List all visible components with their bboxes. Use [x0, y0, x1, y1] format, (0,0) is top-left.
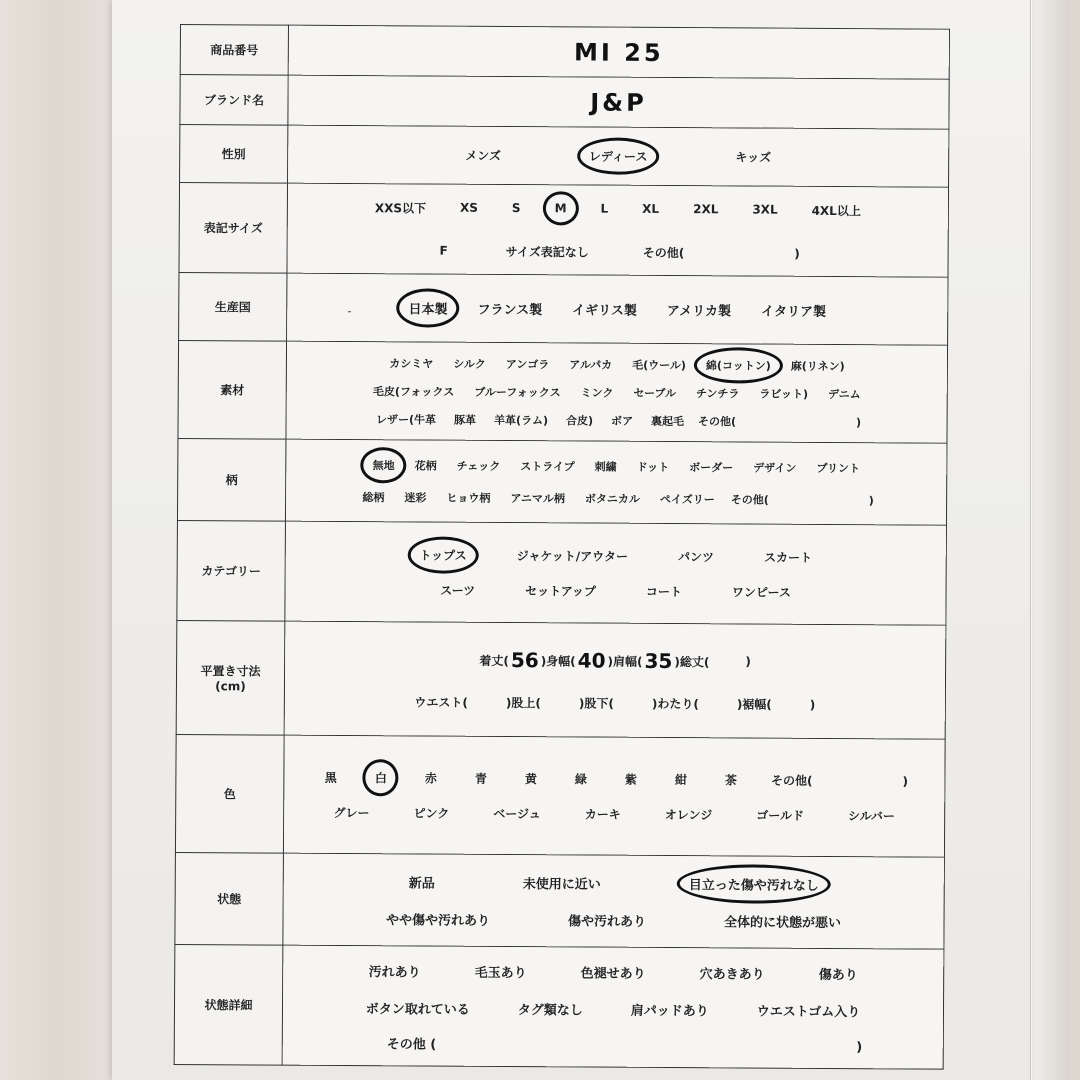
- measure-close: ): [809, 697, 816, 712]
- handwritten-brand: J&P: [590, 88, 647, 117]
- option-size: XL: [642, 201, 660, 216]
- option-condition: やや傷や汚れあり: [385, 912, 491, 929]
- option-origin-selected: 日本製: [404, 296, 451, 319]
- measure-inseam: )股下(: [578, 696, 614, 711]
- option-condition: 全体的に状態が悪い: [723, 914, 842, 931]
- option-origin: アメリカ製: [666, 303, 732, 320]
- row-measurements: [176, 620, 946, 739]
- option-size: 4XL以上: [811, 203, 861, 218]
- value-condition-detail: [282, 945, 944, 1069]
- measure-sleeve-label: )総丈(: [674, 654, 710, 669]
- option-material: デニム: [827, 387, 861, 401]
- option-condition-detail: 傷あり: [818, 967, 858, 984]
- option-material: ブルーフォックス: [474, 385, 561, 399]
- row-brand: [180, 75, 949, 130]
- label-material: 素材: [178, 340, 287, 439]
- value-category: [285, 521, 947, 625]
- origin-dash: -: [347, 304, 352, 319]
- option-color: ベージュ: [493, 806, 541, 821]
- measure-shoulder-label: )肩幅(: [607, 654, 643, 669]
- option-color: 青: [474, 771, 487, 786]
- option-color-other: その他( ): [770, 773, 908, 788]
- option-material: 毛皮(フォックス: [372, 384, 455, 399]
- row-size: [179, 183, 949, 278]
- option-pattern: ストライプ: [520, 459, 575, 473]
- option-pattern: ボーダー: [689, 460, 734, 474]
- value-measurements: [284, 621, 946, 739]
- measure-hem: )裾幅(: [736, 697, 772, 712]
- option-gender: キッズ: [735, 150, 772, 165]
- option-material: 豚革: [454, 413, 477, 427]
- option-material: 毛(ウール): [632, 358, 686, 372]
- option-color: 紺: [674, 772, 687, 787]
- option-condition-detail: 汚れあり: [368, 965, 421, 981]
- option-color: 赤: [424, 771, 437, 786]
- label-gender: 性別: [180, 125, 288, 184]
- option-pattern: プリント: [816, 461, 861, 475]
- label-color: 色: [175, 734, 284, 853]
- label-condition: 状態: [175, 852, 284, 945]
- option-pattern: チェック: [456, 459, 501, 473]
- option-color: シルバー: [847, 808, 895, 823]
- handwritten-shoulder: 35: [644, 648, 673, 674]
- value-pattern: [285, 439, 946, 525]
- option-color-selected: 白: [371, 767, 391, 788]
- plastic-sleeve-edge: [1030, 0, 1069, 1080]
- measure-thigh: )わたり(: [651, 696, 699, 712]
- option-size: F: [439, 243, 448, 258]
- label-pattern: 柄: [177, 438, 285, 521]
- option-pattern: 迷彩: [404, 490, 427, 505]
- option-pattern: ヒョウ柄: [446, 491, 491, 505]
- option-pattern: ボタニカル: [584, 491, 640, 506]
- label-measurements: [176, 620, 285, 735]
- option-size: XXS以下: [374, 200, 427, 216]
- option-condition-detail: 穴あきあり: [699, 967, 765, 983]
- option-material: 裏起毛: [651, 414, 685, 428]
- option-pattern: ドット: [636, 460, 670, 474]
- option-category: ワンピース: [731, 584, 791, 600]
- option-condition-detail: ウエストゴム入り: [756, 1004, 861, 1021]
- value-condition: [283, 853, 945, 949]
- option-size-other: その他( ): [642, 245, 800, 261]
- measure-rise: )股上(: [505, 696, 541, 711]
- option-material: ボア: [611, 414, 634, 428]
- option-material: ミンク: [580, 385, 614, 400]
- option-gender-selected: レディース: [585, 145, 652, 166]
- option-gender: メンズ: [465, 148, 501, 163]
- option-origin: イギリス製: [572, 303, 637, 319]
- option-color: グレー: [333, 805, 370, 820]
- option-condition-detail: 毛玉あり: [474, 965, 527, 982]
- label-product-number: 商品番号: [180, 25, 288, 76]
- option-material: カシミヤ: [389, 356, 434, 371]
- option-condition-detail: ボタン取れている: [365, 1002, 470, 1018]
- option-color: 紫: [624, 772, 637, 787]
- option-color: 緑: [574, 771, 587, 786]
- option-material: チンチラ: [695, 386, 740, 400]
- row-material: [178, 340, 948, 443]
- option-material: アルパカ: [569, 357, 613, 372]
- label-category: カテゴリー: [177, 520, 286, 621]
- option-color: ゴールド: [756, 808, 805, 823]
- value-origin: [287, 273, 948, 345]
- value-material: [286, 341, 948, 443]
- option-size: XS: [459, 200, 478, 215]
- option-color: ピンク: [413, 805, 450, 821]
- value-brand: [288, 75, 949, 129]
- option-color: カーキ: [584, 806, 621, 822]
- option-pattern: デザイン: [753, 461, 797, 475]
- option-category: コート: [645, 584, 682, 599]
- row-pattern: [177, 438, 946, 525]
- option-condition: 未使用に近い: [522, 876, 601, 893]
- measure-waist: ウエスト(: [414, 695, 468, 710]
- option-category: セットアップ: [525, 583, 596, 599]
- option-size: S: [511, 201, 521, 216]
- option-origin: フランス製: [477, 302, 543, 319]
- row-category: [177, 520, 947, 625]
- measure-chest-label: )身幅(: [540, 653, 576, 668]
- option-material: 合皮): [565, 413, 594, 428]
- option-pattern: アニマル柄: [510, 491, 565, 505]
- option-material-other: その他( ): [698, 414, 862, 429]
- option-pattern: 総柄: [362, 490, 385, 504]
- label-brand: ブランド名: [180, 75, 288, 126]
- label-size: 表記サイズ: [179, 183, 288, 274]
- label-origin: 生産国: [179, 272, 287, 341]
- option-color: 黄: [524, 771, 537, 786]
- option-condition: 傷や汚れあり: [567, 913, 647, 930]
- option-material: ラビット): [759, 387, 809, 401]
- product-form-table: [174, 24, 950, 1070]
- value-color: [283, 735, 945, 857]
- option-condition: 新品: [408, 875, 435, 892]
- option-origin: イタリア製: [760, 304, 827, 320]
- value-size: [287, 183, 949, 277]
- row-product-number: [180, 25, 949, 80]
- option-category: スーツ: [440, 583, 476, 598]
- option-condition-detail-other: その他 ( ): [386, 1037, 863, 1056]
- option-size: サイズ表記なし: [505, 244, 589, 260]
- option-category: ジャケット/アウター: [516, 548, 629, 564]
- option-pattern: ペイズリー: [659, 492, 715, 506]
- option-material: 麻(リネン): [790, 359, 845, 373]
- option-pattern-selected: 無地: [369, 455, 399, 475]
- label-measurements-unit: (cm): [215, 679, 246, 694]
- option-category-selected: トップス: [415, 544, 470, 565]
- option-material: セーブル: [633, 386, 677, 400]
- row-origin: [179, 272, 948, 345]
- handwritten-product-number: MI 25: [573, 37, 664, 67]
- option-condition-selected: 目立った傷や汚れなし: [685, 872, 823, 896]
- option-size: 3XL: [752, 202, 778, 217]
- option-size: L: [600, 201, 609, 216]
- value-product-number: [288, 25, 949, 79]
- option-category: パンツ: [677, 549, 715, 564]
- option-material-selected: 綿(コットン): [702, 355, 775, 375]
- option-pattern: 刺繍: [594, 460, 617, 474]
- option-color: 茶: [724, 772, 738, 787]
- option-pattern: 花柄: [414, 458, 437, 473]
- option-color: オレンジ: [664, 807, 713, 822]
- option-size-selected: M: [551, 199, 571, 217]
- option-condition-detail: 肩パッドあり: [630, 1003, 709, 1020]
- row-gender: [180, 125, 949, 188]
- option-material: アンゴラ: [505, 357, 550, 371]
- row-condition: [175, 852, 945, 949]
- option-size: 2XL: [693, 202, 719, 217]
- option-material: レザー(牛革: [376, 412, 437, 427]
- handwritten-chest: 40: [577, 648, 606, 673]
- row-color: [175, 734, 945, 857]
- measure-sleeve-close: ): [745, 654, 751, 669]
- option-condition-detail: タグ類なし: [517, 1003, 583, 1019]
- row-condition-detail: [174, 944, 944, 1069]
- option-material: 羊革(ラム): [494, 413, 549, 427]
- option-category: スカート: [764, 550, 813, 565]
- option-material: シルク: [453, 357, 486, 371]
- label-condition-detail: 状態詳細: [174, 944, 283, 1065]
- option-color: 黒: [324, 770, 337, 785]
- option-condition-detail: 色褪せあり: [580, 966, 646, 982]
- handwritten-length: 56: [510, 648, 539, 673]
- label-measurements-main: 平置き寸法: [200, 664, 261, 679]
- measure-length-label: 着丈(: [479, 653, 509, 668]
- value-gender: [288, 125, 949, 187]
- option-pattern-other: その他( ): [730, 492, 874, 507]
